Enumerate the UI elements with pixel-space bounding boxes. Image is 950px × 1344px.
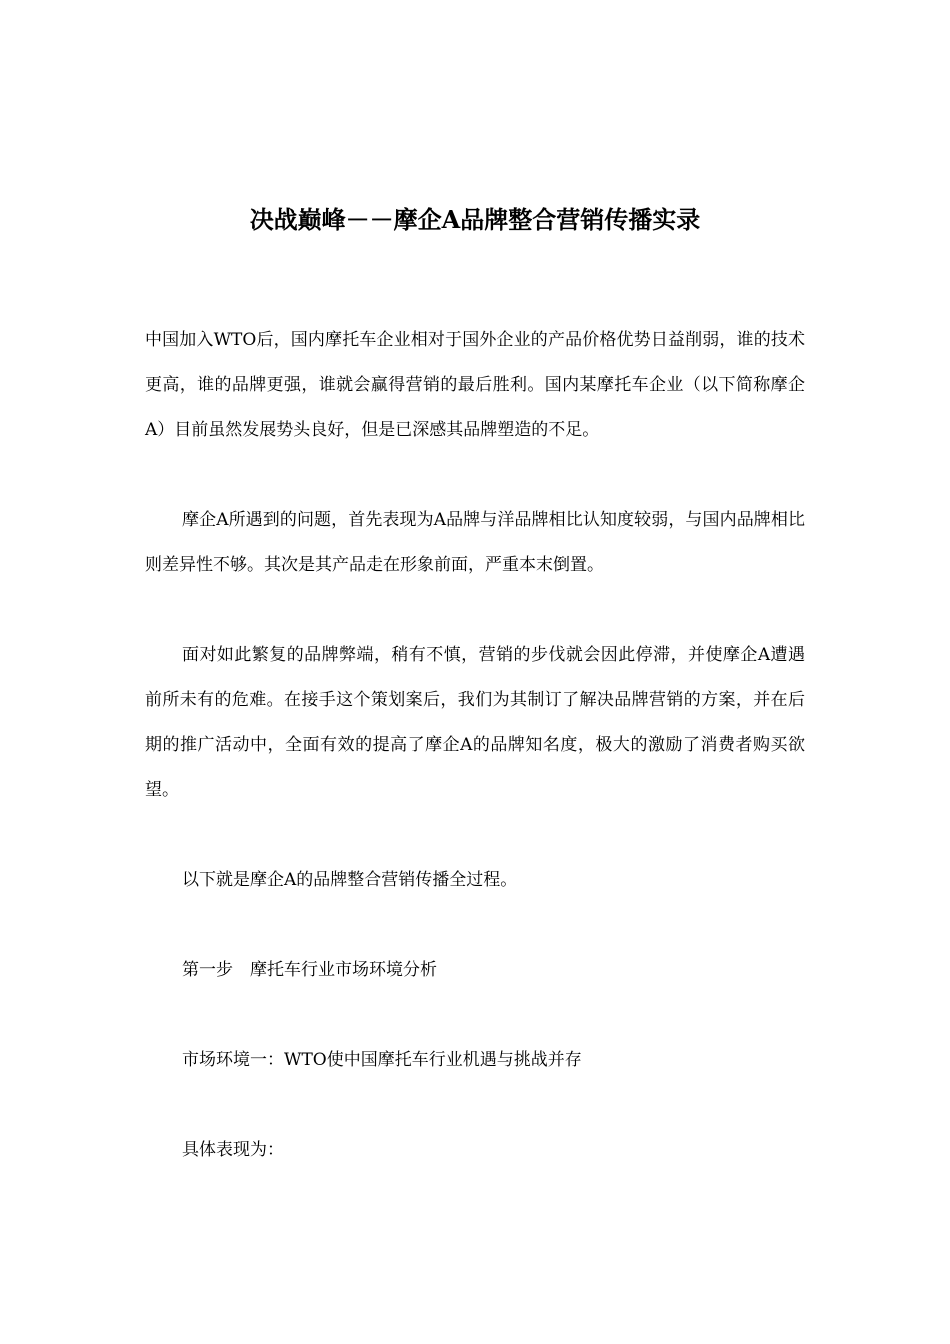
paragraph-overview: 以下就是摩企A的品牌整合营销传播全过程。 [182, 870, 518, 890]
section-heading-step-one: 第一步 摩托车行业市场环境分析 [182, 960, 437, 980]
paragraph-intro: 中国加入WTO后，国内摩托车企业相对于国外企业的产品价格优势日益削弱，谁的技术更高，谁的品牌更强，谁就会赢得营销的最后胜利。国内某摩托车企业（以下简称摩企A）目前虽然发展势头良好，但是已深感其品牌塑造的不足。 [145, 330, 805, 440]
paragraph-problems: 摩企A所遇到的问题，首先表现为A品牌与洋品牌相比认知度较弱，与国内品牌相比则差异性不够。其次是其产品走在形象前面，严重本末倒置。 [145, 510, 805, 575]
document-title: 决战巅峰－－摩企A品牌整合营销传播实录 [249, 205, 701, 234]
paragraph-specifics: 具体表现为： [182, 1140, 284, 1160]
subsection-heading-market-environment: 市场环境一：WTO使中国摩托车行业机遇与挑战并存 [182, 1050, 582, 1070]
paragraph-solution: 面对如此繁复的品牌弊端，稍有不慎，营销的步伐就会因此停滞，并使摩企A遭遇前所未有的危难。在接手这个策划案后，我们为其制订了解决品牌营销的方案，并在后期的推广活动中，全面有效的提高了摩企A的品牌知名度，极大的激励了消费者购买欲望。 [145, 645, 805, 800]
document-body [145, 318, 805, 1173]
